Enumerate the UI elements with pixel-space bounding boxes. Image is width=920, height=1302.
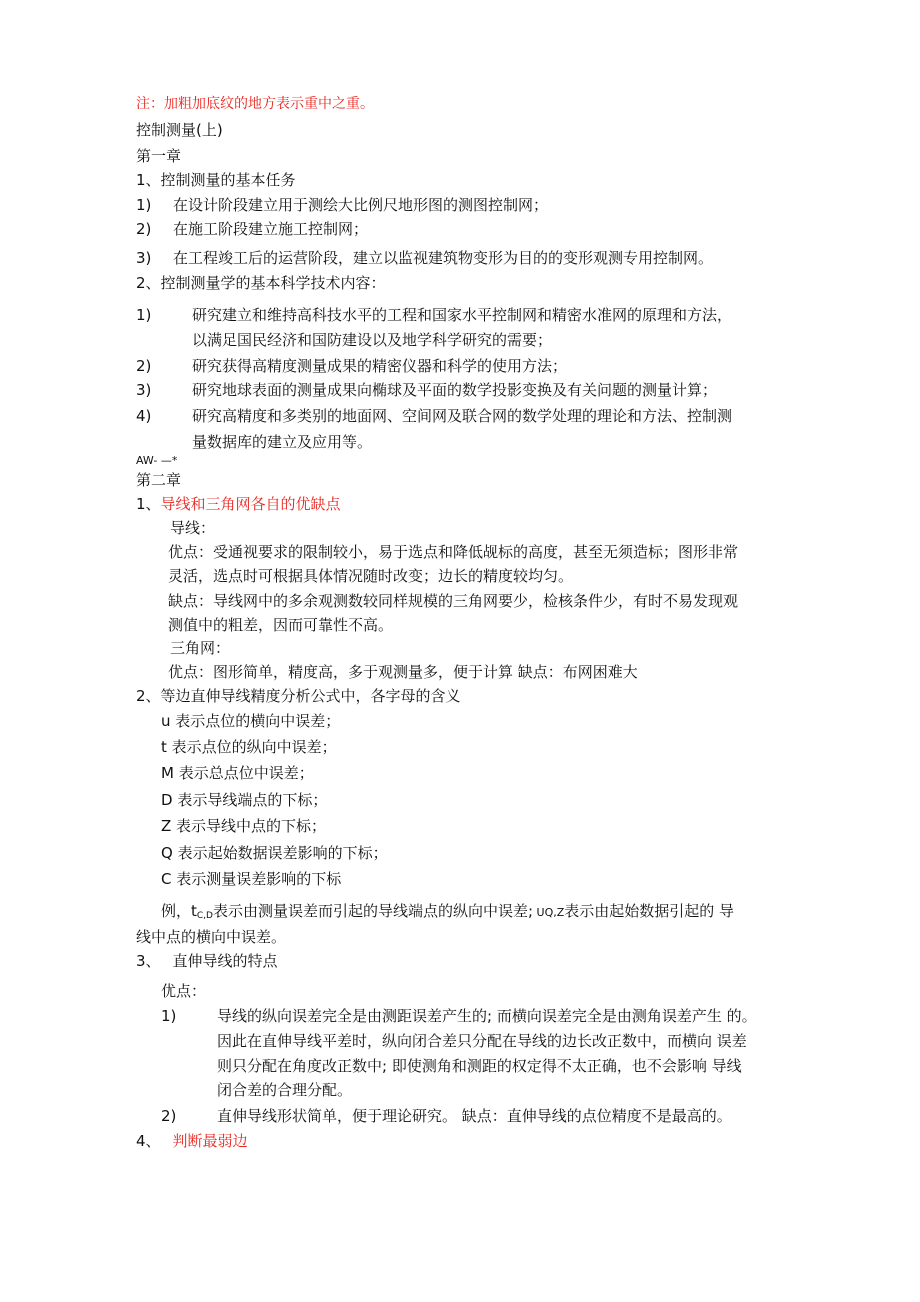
symbol: Z bbox=[161, 817, 172, 835]
symbol-item bbox=[161, 711, 340, 731]
list-item: 研究地球表面的测量成果向椭球及平面的数学投影变换及有关问题的测量计算； bbox=[192, 381, 718, 399]
symbol-desc: 表示测量误差影响的下标 bbox=[171, 870, 342, 888]
symbol-desc: 表示导线中点的下标； bbox=[171, 817, 327, 835]
para-line: 闭合差的合理分配。 bbox=[217, 1081, 353, 1099]
para-line: 三角网： bbox=[170, 639, 231, 657]
list-item-cont: 量数据库的建立及应用等。 bbox=[192, 433, 373, 451]
section-title: 判断最弱边 bbox=[172, 1132, 248, 1150]
list-item: 在设计阶段建立用于测绘大比例尺地形图的测图控制网； bbox=[173, 196, 549, 214]
section-title: 直伸导线的特点 bbox=[172, 952, 278, 970]
symbol-desc: 表示总点位中误差； bbox=[173, 764, 314, 782]
subscript: C,D bbox=[196, 911, 213, 921]
list-item: 在工程竣工后的运营阶段，建立以监视建筑物变形为目的的变形观测专用控制网。 bbox=[173, 249, 714, 267]
symbol-item bbox=[161, 790, 327, 810]
list-num: 1) bbox=[161, 1007, 177, 1025]
example-text: 表示由测量误差而引起的导线端点的纵向中误差; bbox=[212, 902, 534, 920]
symbol-item bbox=[161, 763, 314, 783]
section-heading: 2、控制测量学的基本科学技术内容： bbox=[136, 274, 386, 292]
list-num: 2) bbox=[136, 220, 152, 238]
symbol-desc: 表示起始数据误差影响的下标； bbox=[172, 844, 388, 862]
list-item-cont: 以满足国民经济和国防建设以及地学科学研究的需要； bbox=[192, 331, 553, 349]
para-line: 导线的纵向误差完全是由测距误差产生的; 而横向误差完全是由测角误差产生 的。 bbox=[217, 1007, 757, 1025]
section-heading: 1、控制测量的基本任务 bbox=[136, 171, 296, 189]
list-num: 1) bbox=[136, 306, 152, 324]
para-line: 测值中的粗差，因而可靠性不高。 bbox=[168, 616, 394, 634]
symbol-item bbox=[161, 816, 326, 836]
symbol-text: UQ,Z bbox=[533, 906, 565, 919]
section-num: 1、 bbox=[136, 495, 161, 513]
section-heading bbox=[136, 951, 278, 971]
para-line: 因此在直伸导线平差时，纵向闭合差只分配在导线的边长改正数中，而横向 误差 bbox=[217, 1032, 747, 1050]
symbol: t bbox=[161, 738, 167, 756]
symbol-item bbox=[161, 737, 337, 757]
para-line: 优点：受通视要求的限制较小，易于选点和降低觇标的高度，甚至无须造标；图形非常 bbox=[168, 543, 739, 561]
list-item: 研究获得高精度测量成果的精密仪器和科学的使用方法； bbox=[192, 357, 568, 375]
para-line: 导线： bbox=[170, 519, 216, 537]
para-line: 直伸导线形状简单，便于理论研究。 缺点：直伸导线的点位精度不是最高的。 bbox=[217, 1107, 732, 1125]
para-line: 灵活，选点时可根据具体情况随时改变；边长的精度较均匀。 bbox=[168, 567, 574, 585]
example-cont: 线中点的横向中误差。 bbox=[136, 928, 287, 946]
para-line: 缺点：导线网中的多余观测数较同样规模的三角网要少，检核条件少，有时不易发现观 bbox=[168, 592, 739, 610]
section-heading: 2、等边直伸导线精度分析公式中，各字母的含义 bbox=[136, 687, 461, 705]
note: 注：加粗加底纹的地方表示重中之重。 bbox=[136, 96, 374, 112]
symbol: Q bbox=[161, 844, 173, 862]
section-num: 4、 bbox=[136, 1132, 161, 1150]
list-num: 3) bbox=[136, 381, 152, 399]
symbol: u bbox=[161, 712, 171, 730]
symbol: M bbox=[161, 764, 174, 782]
list-num: 4) bbox=[136, 407, 152, 425]
doc-title: 控制测量(上) bbox=[136, 121, 223, 139]
example-text: 例，t bbox=[161, 902, 197, 920]
symbol: C bbox=[161, 870, 172, 888]
symbol-desc: 表示导线端点的下标； bbox=[172, 791, 328, 809]
list-num: 3) bbox=[136, 249, 152, 267]
example-text: 表示由起始数据引起的 导 bbox=[564, 902, 735, 920]
symbol-desc: 表示点位的纵向中误差； bbox=[166, 738, 337, 756]
list-num: 2) bbox=[161, 1107, 177, 1125]
advantages-label: 优点： bbox=[161, 982, 207, 1000]
list-num: 1) bbox=[136, 196, 152, 214]
list-item: 在施工阶段建立施工控制网； bbox=[173, 220, 369, 238]
para-line: 则只分配在角度改正数中; 即使测角和测距的权定得不太正确，也不会影响 导线 bbox=[217, 1057, 742, 1075]
chapter-2-heading: 第二章 bbox=[136, 471, 182, 489]
list-item: 研究高精度和多类别的地面网、空间网及联合网的数学处理的理论和方法、控制测 bbox=[192, 407, 733, 425]
symbol-desc: 表示点位的横向中误差； bbox=[170, 712, 341, 730]
list-item: 研究建立和维持高科技水平的工程和国家水平控制网和精密水准网的原理和方法， bbox=[192, 306, 733, 324]
section-num: 3、 bbox=[136, 952, 161, 970]
symbol-item bbox=[161, 843, 388, 863]
para-line: 优点：图形简单，精度高，多于观测量多，便于计算 缺点：布网困难大 bbox=[168, 663, 638, 681]
artifact-text: AW- —* bbox=[136, 454, 178, 467]
section-title: 导线和三角网各自的优缺点 bbox=[160, 495, 341, 513]
list-num: 2) bbox=[136, 357, 152, 375]
symbol: D bbox=[161, 791, 173, 809]
example-line bbox=[161, 901, 734, 926]
chapter-1-heading: 第一章 bbox=[136, 147, 182, 165]
symbol-item bbox=[161, 869, 341, 889]
section-heading bbox=[136, 1131, 248, 1151]
section-heading bbox=[136, 494, 341, 514]
